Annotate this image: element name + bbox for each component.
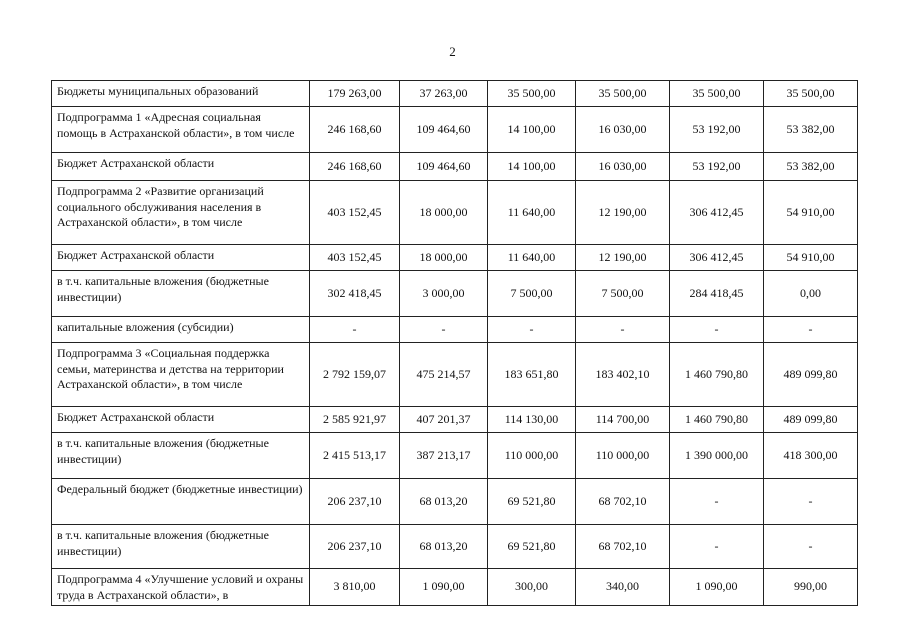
value-cell: 54 910,00 xyxy=(764,245,858,271)
value-cell: 35 500,00 xyxy=(764,81,858,107)
row-label: Бюджет Астраханской области xyxy=(52,245,310,271)
value-cell: 7 500,00 xyxy=(576,271,670,317)
row-label: Подпрограмма 1 «Адресная социальная помощь в Астраханской области», в том числе xyxy=(52,107,310,153)
row-label: Подпрограмма 4 «Улучшение условий и охраны труда в Астраханской области», в xyxy=(52,569,310,606)
value-cell: 246 168,60 xyxy=(310,153,400,181)
value-cell: 114 130,00 xyxy=(488,407,576,433)
row-label: Бюджет Астраханской области xyxy=(52,407,310,433)
table-row xyxy=(52,407,858,433)
value-cell: - xyxy=(764,479,858,525)
value-cell: 54 910,00 xyxy=(764,181,858,245)
value-cell: 3 000,00 xyxy=(400,271,488,317)
value-cell: - xyxy=(310,317,400,343)
value-cell: 2 792 159,07 xyxy=(310,343,400,407)
value-cell: 53 192,00 xyxy=(670,153,764,181)
value-cell: 1 390 000,00 xyxy=(670,433,764,479)
value-cell: 18 000,00 xyxy=(400,245,488,271)
value-cell: - xyxy=(576,317,670,343)
row-label: Бюджеты муниципальных образований xyxy=(52,81,310,107)
row-label: в т.ч. капитальные вложения (бюджетные инвестиции) xyxy=(52,525,310,569)
table-row xyxy=(52,107,858,153)
value-cell: 68 013,20 xyxy=(400,479,488,525)
value-cell: 183 402,10 xyxy=(576,343,670,407)
table-row xyxy=(52,153,858,181)
value-cell: 3 810,00 xyxy=(310,569,400,606)
value-cell: 109 464,60 xyxy=(400,107,488,153)
table-row xyxy=(52,569,858,606)
value-cell: 403 152,45 xyxy=(310,181,400,245)
budget-table xyxy=(51,80,858,606)
value-cell: 1 460 790,80 xyxy=(670,343,764,407)
value-cell: 35 500,00 xyxy=(670,81,764,107)
value-cell: - xyxy=(670,525,764,569)
value-cell: 407 201,37 xyxy=(400,407,488,433)
value-cell: 11 640,00 xyxy=(488,181,576,245)
value-cell: 489 099,80 xyxy=(764,343,858,407)
value-cell: 403 152,45 xyxy=(310,245,400,271)
value-cell: 246 168,60 xyxy=(310,107,400,153)
row-label: Подпрограмма 3 «Социальная поддержка семьи, материнства и детства на территории Астраханской области», в том числе xyxy=(52,343,310,407)
value-cell: 14 100,00 xyxy=(488,107,576,153)
row-label: Бюджет Астраханской области xyxy=(52,153,310,181)
value-cell: 16 030,00 xyxy=(576,153,670,181)
value-cell: 109 464,60 xyxy=(400,153,488,181)
value-cell: 35 500,00 xyxy=(576,81,670,107)
value-cell: 300,00 xyxy=(488,569,576,606)
value-cell: 68 013,20 xyxy=(400,525,488,569)
table-row xyxy=(52,245,858,271)
row-label: Подпрограмма 2 «Развитие организаций социального обслуживания населения в Астраханской области», в том числе xyxy=(52,181,310,245)
value-cell: 35 500,00 xyxy=(488,81,576,107)
value-cell: 110 000,00 xyxy=(576,433,670,479)
table-row xyxy=(52,317,858,343)
value-cell: 14 100,00 xyxy=(488,153,576,181)
table-row xyxy=(52,181,858,245)
table-row xyxy=(52,343,858,407)
value-cell: 2 415 513,17 xyxy=(310,433,400,479)
value-cell: 284 418,45 xyxy=(670,271,764,317)
value-cell: 179 263,00 xyxy=(310,81,400,107)
table-row xyxy=(52,479,858,525)
value-cell: 306 412,45 xyxy=(670,181,764,245)
row-label: в т.ч. капитальные вложения (бюджетные инвестиции) xyxy=(52,271,310,317)
table-row xyxy=(52,271,858,317)
table-row xyxy=(52,525,858,569)
value-cell: 1 460 790,80 xyxy=(670,407,764,433)
value-cell: - xyxy=(488,317,576,343)
value-cell: 183 651,80 xyxy=(488,343,576,407)
table-row xyxy=(52,433,858,479)
page-number: 2 xyxy=(449,44,456,59)
value-cell: 114 700,00 xyxy=(576,407,670,433)
value-cell: 11 640,00 xyxy=(488,245,576,271)
value-cell: 18 000,00 xyxy=(400,181,488,245)
value-cell: 69 521,80 xyxy=(488,479,576,525)
value-cell: 53 382,00 xyxy=(764,107,858,153)
value-cell: 387 213,17 xyxy=(400,433,488,479)
value-cell: 7 500,00 xyxy=(488,271,576,317)
value-cell: - xyxy=(670,479,764,525)
value-cell: 12 190,00 xyxy=(576,181,670,245)
value-cell: 489 099,80 xyxy=(764,407,858,433)
value-cell: - xyxy=(670,317,764,343)
row-label: в т.ч. капитальные вложения (бюджетные инвестиции) xyxy=(52,433,310,479)
row-label: Федеральный бюджет (бюджетные инвестиции) xyxy=(52,479,310,525)
value-cell: 0,00 xyxy=(764,271,858,317)
value-cell: 68 702,10 xyxy=(576,479,670,525)
value-cell: 16 030,00 xyxy=(576,107,670,153)
value-cell: 68 702,10 xyxy=(576,525,670,569)
row-label: капитальные вложения (субсидии) xyxy=(52,317,310,343)
value-cell: 12 190,00 xyxy=(576,245,670,271)
value-cell: 475 214,57 xyxy=(400,343,488,407)
value-cell: - xyxy=(764,317,858,343)
table-row xyxy=(52,81,858,107)
value-cell: 110 000,00 xyxy=(488,433,576,479)
value-cell: 1 090,00 xyxy=(400,569,488,606)
value-cell: 206 237,10 xyxy=(310,479,400,525)
value-cell: 206 237,10 xyxy=(310,525,400,569)
value-cell: 990,00 xyxy=(764,569,858,606)
value-cell: 37 263,00 xyxy=(400,81,488,107)
value-cell: - xyxy=(764,525,858,569)
value-cell: 53 382,00 xyxy=(764,153,858,181)
value-cell: 1 090,00 xyxy=(670,569,764,606)
value-cell: 340,00 xyxy=(576,569,670,606)
value-cell: 2 585 921,97 xyxy=(310,407,400,433)
value-cell: - xyxy=(400,317,488,343)
value-cell: 69 521,80 xyxy=(488,525,576,569)
value-cell: 306 412,45 xyxy=(670,245,764,271)
value-cell: 302 418,45 xyxy=(310,271,400,317)
value-cell: 418 300,00 xyxy=(764,433,858,479)
value-cell: 53 192,00 xyxy=(670,107,764,153)
